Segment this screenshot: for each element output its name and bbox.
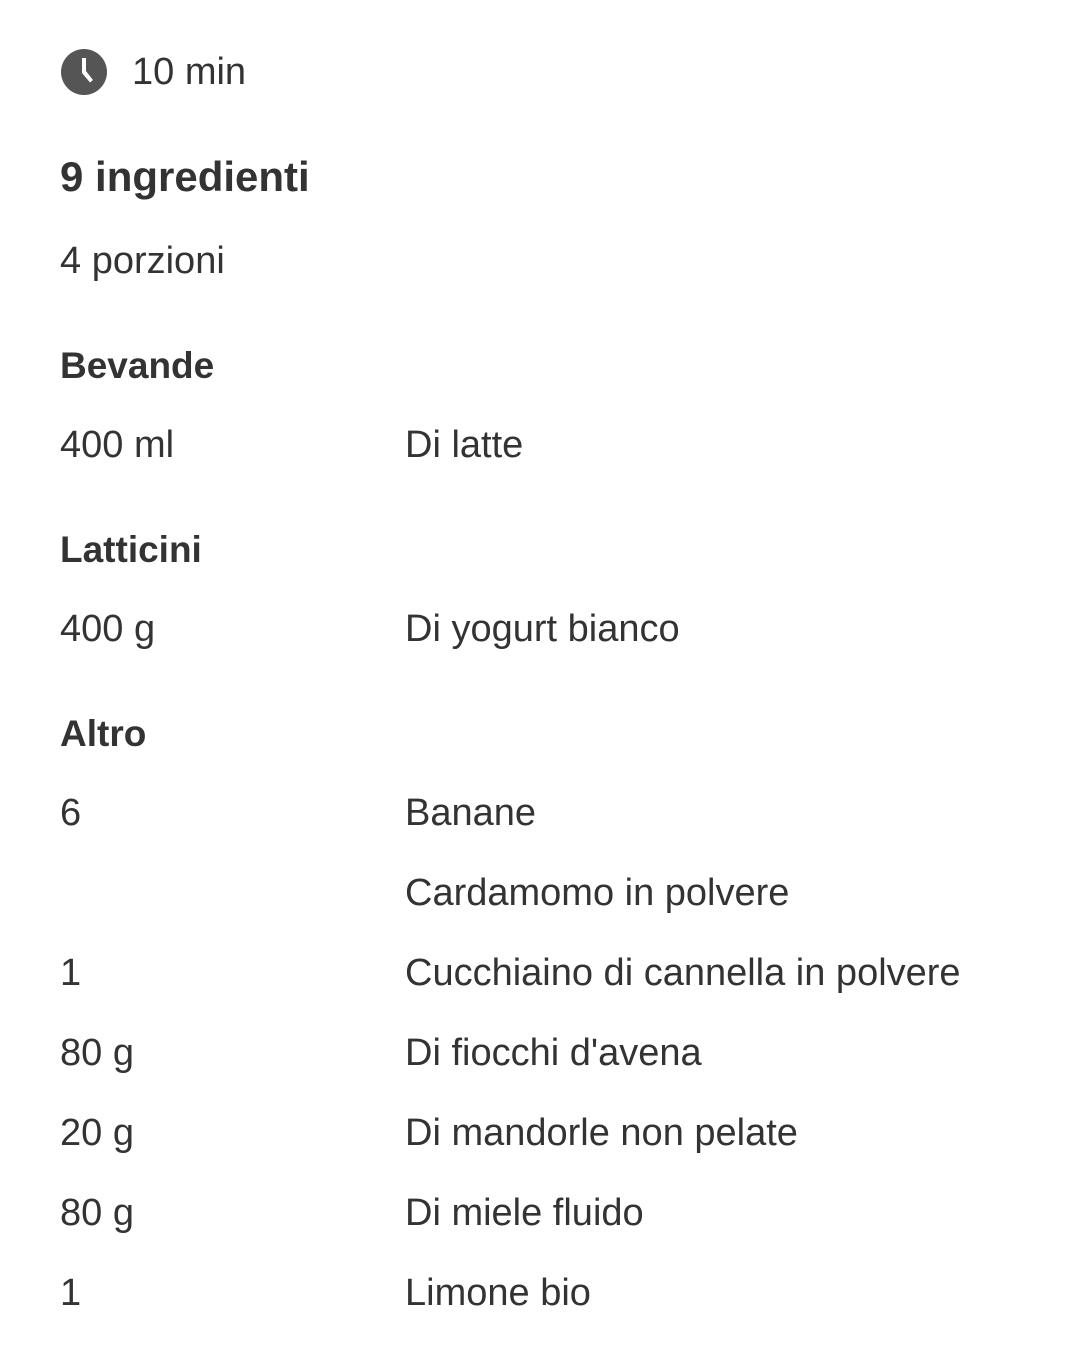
ingredient-name: Cardamomo in polvere <box>405 872 790 914</box>
ingredient-quantity: 6 <box>60 792 82 834</box>
ingredient-quantity: 80 g <box>60 1032 134 1074</box>
ingredient-row <box>60 792 1040 842</box>
ingredient-row <box>60 424 1040 474</box>
ingredient-name: Di mandorle non pelate <box>405 1112 798 1154</box>
servings: 4 porzioni <box>60 240 225 282</box>
section-title-latticini: Latticini <box>60 529 202 570</box>
ingredient-quantity: 400 g <box>60 608 156 650</box>
ingredient-name: Di fiocchi d'avena <box>405 1032 702 1074</box>
ingredients-count: 9 ingredienti <box>60 153 310 200</box>
ingredient-name: Di miele fluido <box>405 1192 644 1234</box>
prep-time: 10 min <box>132 50 247 93</box>
ingredient-quantity: 1 <box>60 952 82 994</box>
ingredient-quantity: 20 g <box>60 1112 134 1154</box>
ingredient-quantity: 80 g <box>60 1192 134 1234</box>
ingredient-name: Banane <box>405 792 537 834</box>
section-title-altro: Altro <box>60 713 147 754</box>
ingredient-name: Di latte <box>405 424 524 466</box>
ingredient-quantity: 1 <box>60 1272 82 1314</box>
ingredient-row <box>60 872 1040 922</box>
section-title-bevande: Bevande <box>60 345 215 386</box>
ingredient-row <box>60 1192 1040 1242</box>
ingredient-row <box>60 608 1040 658</box>
recipe-time-row <box>60 47 246 97</box>
clock-icon <box>60 48 108 96</box>
ingredient-name: Limone bio <box>405 1272 591 1314</box>
ingredient-name: Di yogurt bianco <box>405 608 680 650</box>
ingredient-quantity: 400 ml <box>60 424 175 466</box>
ingredient-row <box>60 1032 1040 1082</box>
ingredient-name: Cucchiaino di cannella in polvere <box>405 952 961 994</box>
ingredient-row <box>60 1112 1040 1162</box>
ingredient-row <box>60 1272 1040 1322</box>
ingredient-row <box>60 952 1040 1002</box>
